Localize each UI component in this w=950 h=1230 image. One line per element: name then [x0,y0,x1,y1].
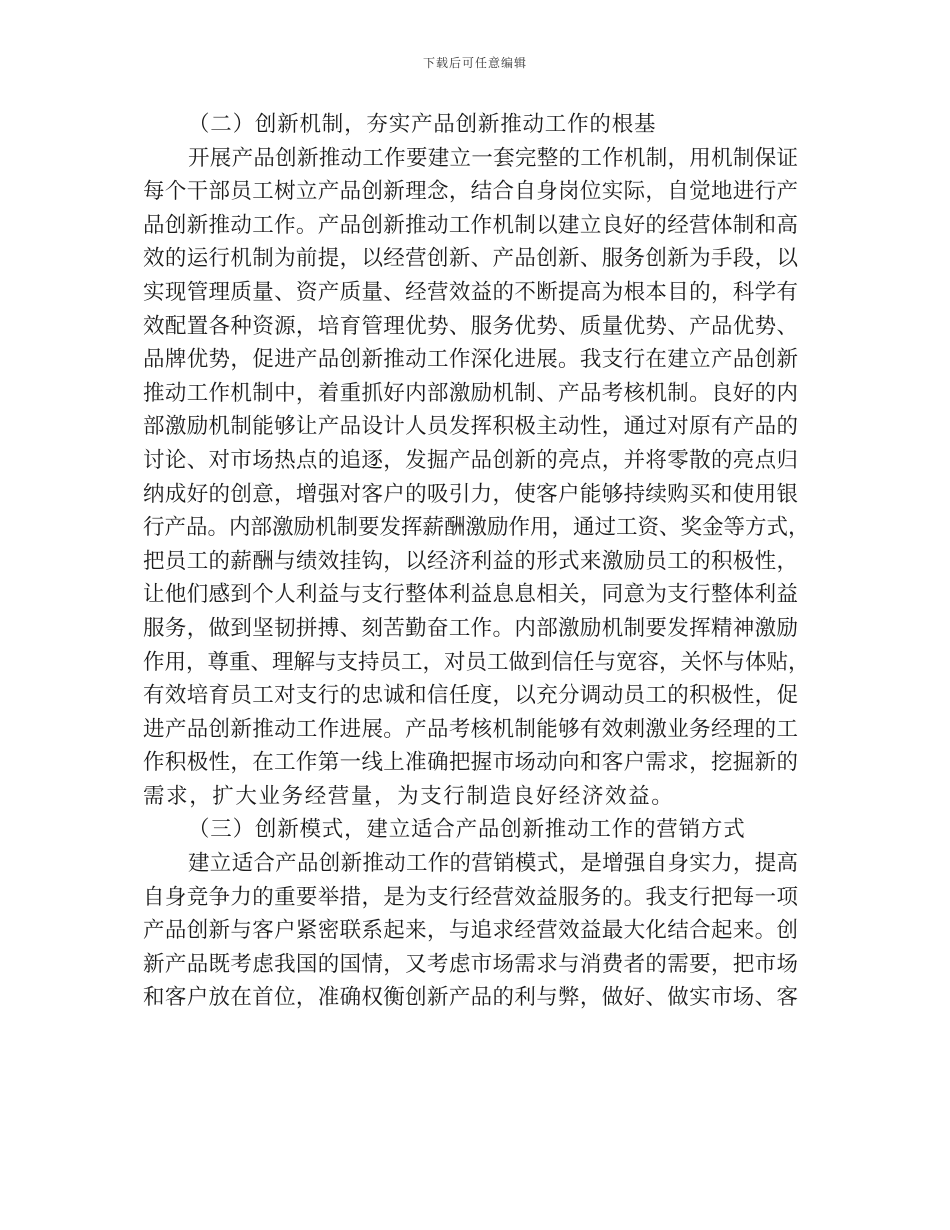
paragraph-line: 纳成好的创意，增强对客户的吸引力，使客户能够持续购买和使用银 [143,481,798,507]
paragraph-line: 效配置各种资源，培育管理优势、服务优势、质量优势、产品优势、 [143,313,798,339]
document-body [143,108,810,1015]
paragraph-line: 产品创新与客户紧密联系起来，与追求经营效益最大化结合起来。创 [143,918,798,944]
paragraph-line: 需求，扩大业务经营量，为支行制造良好经济效益。 [143,783,675,809]
paragraph-line: 品创新推动工作。产品创新推动工作机制以建立良好的经营体制和高 [143,212,798,238]
paragraph-line: 部激励机制能够让产品设计人员发挥积极主动性，通过对原有产品的 [143,414,798,440]
paragraph-line: 把员工的薪酬与绩效挂钩，以经济利益的形式来激励员工的积极性， [143,548,798,574]
paragraph-line: 实现管理质量、资产质量、经营效益的不断提高为根本目的，科学有 [143,279,798,305]
paragraph-line: 建立适合产品创新推动工作的营销模式，是增强自身实力，提高 [188,851,798,877]
paragraph-line: 服务，做到坚韧拼搏、刻苦勤奋工作。内部激励机制要发挥精神激励 [143,615,798,641]
paragraph-line: 开展产品创新推动工作要建立一套完整的工作机制，用机制保证 [188,145,798,171]
paragraph-line: 有效培育员工对支行的忠诚和信任度，以充分调动员工的积极性，促 [143,683,798,709]
section-heading-2: （二）创新机制，夯实产品创新推动工作的根基 [188,112,657,137]
paragraph-line: 推动工作机制中，着重抓好内部激励机制、产品考核机制。良好的内 [143,380,798,406]
paragraph-line: 和客户放在首位，准确权衡创新产品的利与弊，做好、做实市场、客 [143,985,798,1011]
paragraph-line: 让他们感到个人利益与支行整体利益息息相关，同意为支行整体利益 [143,582,798,608]
paragraph-line: 每个干部员工树立产品创新理念，结合自身岗位实际，自觉地进行产 [143,179,798,205]
paragraph-line: 自身竞争力的重要举措，是为支行经营效益服务的。我支行把每一项 [143,884,798,910]
page-header: 下载后可任意编辑 [422,56,527,70]
paragraph-line: 进产品创新推动工作进展。产品考核机制能够有效刺激业务经理的工 [143,716,798,742]
paragraph-line: 效的运行机制为前提，以经营创新、产品创新、服务创新为手段，以 [143,246,798,272]
section-heading-3: （三）创新模式，建立适合产品创新推动工作的营销方式 [188,817,746,843]
paragraph-line: 讨论、对市场热点的追逐，发掘产品创新的亮点，并将零散的亮点归 [143,447,798,473]
paragraph-line: 作积极性，在工作第一线上准确把握市场动向和客户需求，挖掘新的 [143,750,798,776]
paragraph-line: 行产品。内部激励机制要发挥薪酬激励作用，通过工资、奖金等方式， [143,515,810,541]
paragraph-line: 品牌优势，促进产品创新推动工作深化进展。我支行在建立产品创新 [143,347,798,373]
paragraph-line: 新产品既考虑我国的国情，又考虑市场需求与消费者的需要，把市场 [143,951,798,977]
paragraph-line: 作用，尊重、理解与支持员工，对员工做到信任与宽容，关怀与体贴， [143,649,810,675]
